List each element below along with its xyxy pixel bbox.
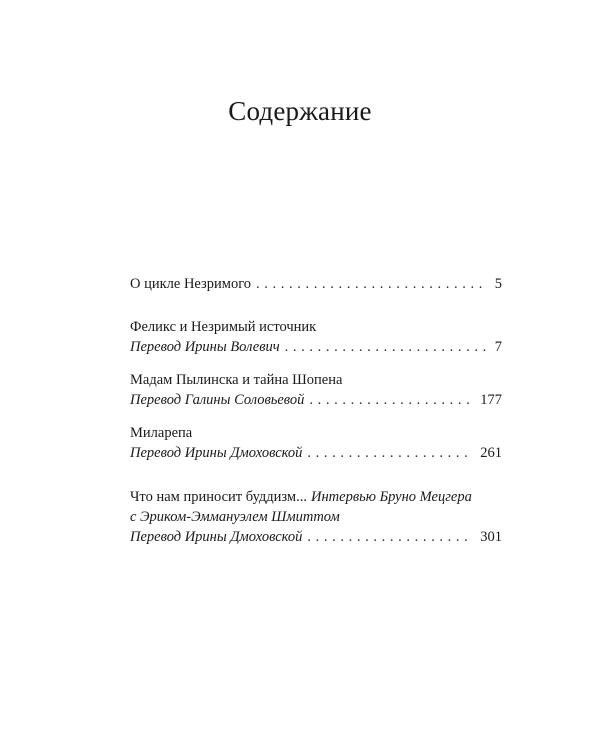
toc-translator: Перевод Ирины Дмоховской	[130, 445, 303, 461]
toc-translator: Перевод Ирины Волевич	[130, 339, 280, 355]
toc-translator: Перевод Галины Соловьевой	[130, 392, 305, 408]
toc-entry-title: Миларепа	[130, 425, 193, 441]
toc-entry[interactable]	[130, 317, 502, 357]
dot-leader	[307, 527, 473, 547]
toc-page-number: 5	[494, 276, 502, 292]
toc-subtitle: Интервью Бруно Мецгера	[311, 489, 472, 505]
toc-entry[interactable]	[130, 274, 502, 294]
toc-entry-title: Феликс и Незримый источник	[130, 319, 317, 335]
toc-page-number: 301	[480, 529, 502, 545]
dot-leader	[285, 337, 488, 357]
toc-subtitle: с Эриком-Эммануэлем Шмиттом	[130, 509, 340, 525]
toc-page-number: 177	[480, 392, 502, 408]
toc-entry[interactable]	[130, 487, 502, 547]
dot-leader	[256, 274, 488, 294]
table-of-contents	[130, 274, 502, 547]
toc-entry-title: Мадам Пылинска и тайна Шопена	[130, 372, 343, 388]
toc-entry-title: Что нам приносит буддизм...	[130, 489, 307, 505]
toc-entry-title: О цикле Незримого	[130, 276, 252, 292]
toc-entry[interactable]	[130, 370, 502, 410]
page-title: Содержание	[228, 96, 372, 127]
dot-leader	[309, 390, 473, 410]
toc-entry[interactable]	[130, 423, 502, 463]
toc-page-number: 261	[480, 445, 502, 461]
dot-leader	[307, 443, 473, 463]
toc-translator: Перевод Ирины Дмоховской	[130, 529, 303, 545]
toc-page-number: 7	[494, 339, 502, 355]
